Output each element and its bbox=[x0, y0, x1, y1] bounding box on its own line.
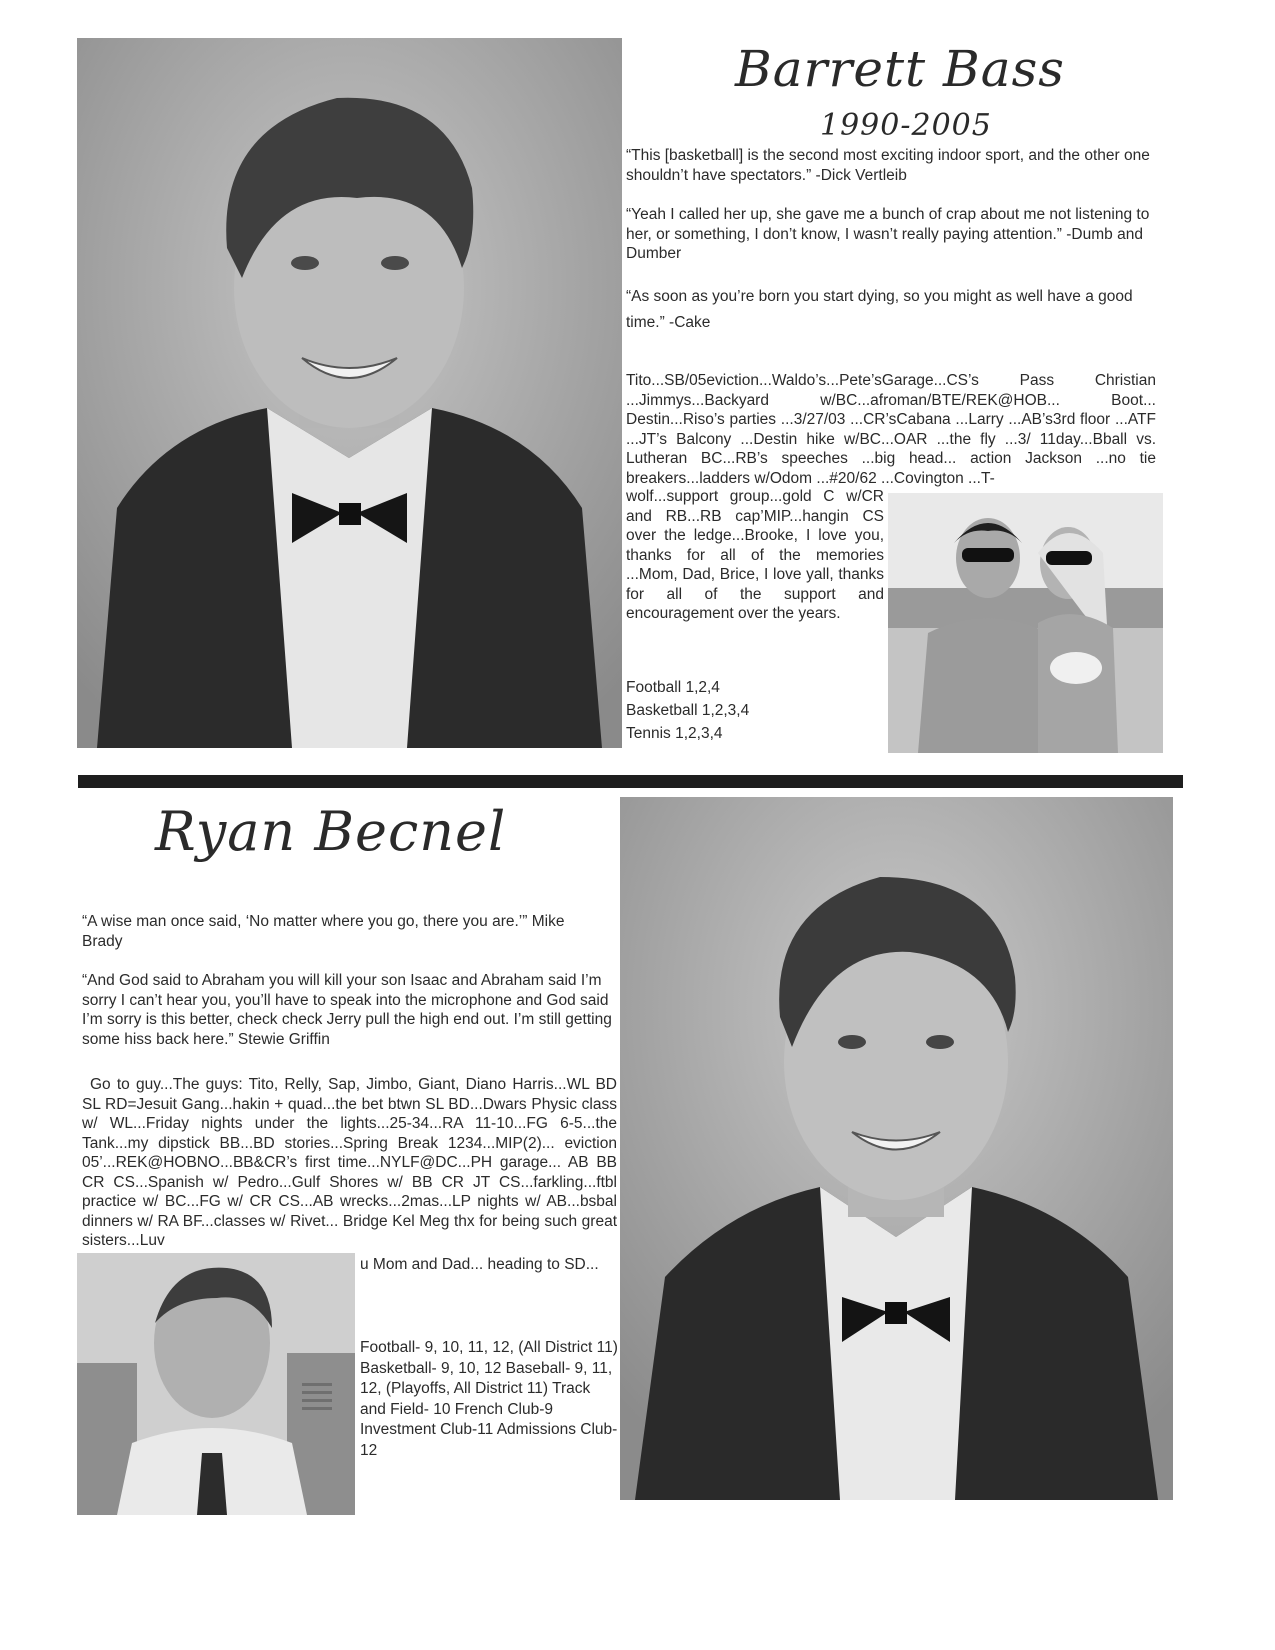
barrett-bass-beach-photo bbox=[888, 493, 1163, 753]
bass-activity-football: Football 1,2,4 bbox=[626, 679, 720, 696]
ryan-becnel-activities: Football- 9, 10, 11, 12, (All District 11) Basketball- 9, 10, 12 Baseball- 9, 11, 12, (Playoffs, All District 11) Track and Field- 10 French Club-9 Investment Club-11 Admissions Club-12 bbox=[360, 1339, 618, 1459]
ryan-becnel-portrait bbox=[620, 797, 1173, 1500]
bass-quote-1: “This [basketball] is the second most exciting indoor sport, and the other one shouldn’t have spectators.” -Dick Vertleib bbox=[626, 147, 1150, 184]
bass-quote-2: “Yeah I called her up, she gave me a bunch of crap about me not listening to her, or something, I don’t know, I wasn’t really paying attention.” -Dumb and Dumber bbox=[626, 206, 1150, 262]
ryan-becnel-quotes bbox=[82, 912, 622, 1069]
bass-quote-3: “As soon as you’re born you start dying, so you might as well have a good time.” -Cake bbox=[626, 287, 1133, 331]
barrett-bass-years: 1990-2005 bbox=[820, 108, 992, 143]
becnel-quote-1: “A wise man once said, ‘No matter where you go, there you are.’” Mike Brady bbox=[82, 913, 565, 950]
barrett-bass-memories-bottom: wolf...support group...gold C w/CR and RB...RB cap’MIP...hangin CS over the ledge...Brooke, I love you, thanks for all of the memories ...Mom, Dad, Brice, I love yall, thanks for all of the support and encouragement over the years. bbox=[626, 488, 884, 622]
section-divider bbox=[78, 775, 1183, 788]
barrett-bass-portrait bbox=[77, 38, 622, 748]
barrett-bass-memories-top: Tito...SB/05eviction...Waldo’s...Pete’sGarage...CS’s Pass Christian ...Jimmys...Backyard w/BC...afroman/BTE/REK@HOB... Boot... Destin...Riso’s parties ...3/27/03 ...CR’sCabana ...Larry ...AB’s3rd floor ...ATF ...JT’s Balcony ...Destin hike w/BC...OAR ...the fly ...3/ 11day...Bball vs. Lutheran BC...RB’s speeches ...big head... action Jackson ...no tie breakers...ladders w/Odom ...#20/62 ...Covington ...T- bbox=[626, 372, 1156, 487]
bass-activity-tennis: Tennis 1,2,3,4 bbox=[626, 725, 723, 742]
ryan-becnel-memories: Go to guy...The guys: Tito, Relly, Sap, Jimbo, Giant, Diano Harris...WL BD SL RD=Jesuit Gang...hakin + quad...the bet btwn SL BD...Dwars Physic class w/ WL...Friday nights under the lights...25-34...RA 11-10...FG 6-5...the Tank...my dipstick BB...BD stories...Spring Break 1234...MIP(2)... eviction 05’...REK@HOBNO...BB&CR’s first time...NYLF@DC...PH garage... AB BB CR CS...Spanish w/ Pedro...Gulf Shores w/ BB CR JT CS...farkling...ftbl practice w/ BC...FG w/ CR CS...AB wrecks...2mas...LP nights w/ AB...bsbal dinners w/ RA BF...classes w/ Rivet... Bridge Kel Meg thx for being such great sisters...Luv bbox=[82, 1076, 617, 1249]
ryan-becnel-hallway-photo bbox=[77, 1253, 355, 1515]
ryan-becnel-name: Ryan Becnel bbox=[155, 800, 507, 863]
barrett-bass-name: Barrett Bass bbox=[735, 40, 1065, 98]
barrett-bass-quotes bbox=[626, 146, 1171, 356]
barrett-bass-activities bbox=[626, 676, 866, 745]
bass-activity-basketball: Basketball 1,2,3,4 bbox=[626, 702, 750, 719]
ryan-becnel-memories-end: u Mom and Dad... heading to SD... bbox=[360, 1256, 599, 1273]
becnel-quote-2: “And God said to Abraham you will kill your son Isaac and Abraham said I’m sorry I can’t hear you, you’ll have to speak into the microphone and God said I’m sorry is this better, check check Jerry pull the high end out. I’m still getting some hiss back here.” Stewie Griffin bbox=[82, 972, 612, 1048]
